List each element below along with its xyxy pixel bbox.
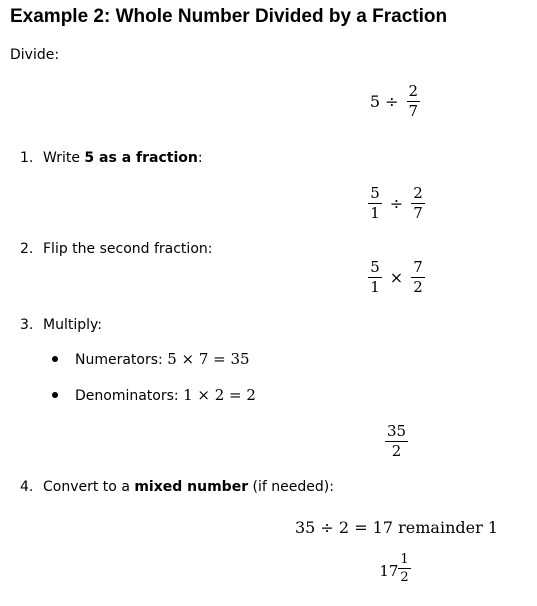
denominator: 2 <box>391 442 402 460</box>
expression-division-remainder: 35 ÷ 2 = 17 remainder 1 <box>294 518 498 537</box>
denominator: 7 <box>413 204 423 222</box>
numerator: 7 <box>413 258 423 276</box>
bullet-dot-icon <box>52 356 58 362</box>
step-text: Write <box>43 150 85 166</box>
bullet-math: 1 × 2 = 2 <box>183 386 256 404</box>
whole-number: 5 <box>369 92 381 111</box>
denominator: 1 <box>370 278 380 296</box>
bullet-dot-icon <box>52 392 58 398</box>
expression-mixed-number <box>0 553 537 584</box>
divide-operator: ÷ <box>389 194 404 213</box>
bullet-label: Numerators: <box>75 352 168 368</box>
numerator: 5 <box>370 258 380 276</box>
fraction <box>407 84 421 119</box>
denominator: 1 <box>370 204 380 222</box>
denominator: 2 <box>400 570 409 585</box>
step-bold-text: mixed number <box>134 479 249 495</box>
step-4 <box>20 479 334 495</box>
numerator: 1 <box>400 552 409 567</box>
whole-number: 17 <box>379 561 399 580</box>
step-bold-text: 5 as a fraction <box>84 150 198 166</box>
step-2 <box>20 241 212 257</box>
fraction-first <box>368 186 382 221</box>
step-text-suffix: (if needed): <box>248 479 334 495</box>
step-text: Flip the second fraction: <box>43 241 213 257</box>
numerator: 2 <box>413 184 423 202</box>
expression-fraction-divide <box>0 186 537 221</box>
expression-fraction-multiply <box>0 260 537 295</box>
expression-divide <box>0 84 537 119</box>
fraction <box>398 553 410 584</box>
page-title: Example 2: Whole Number Divided by a Fraction <box>10 6 448 27</box>
bullet-numerators <box>52 350 250 368</box>
fraction-first <box>368 260 382 295</box>
numerator: 35 <box>386 422 407 440</box>
step-3 <box>20 317 102 333</box>
fraction-second <box>411 186 425 221</box>
divide-operator: ÷ <box>385 92 399 111</box>
intro-text: Divide: <box>10 47 60 63</box>
step-number: 4. <box>20 479 34 495</box>
step-number: 2. <box>20 241 34 257</box>
step-text-suffix: : <box>197 150 203 166</box>
bullet-denominators <box>52 386 256 404</box>
step-text: Convert to a <box>43 479 135 495</box>
denominator: 2 <box>413 278 423 296</box>
expression-result-fraction <box>0 424 537 459</box>
bullet-label: Denominators: <box>75 388 184 404</box>
denominator: 7 <box>408 102 419 120</box>
numerator: 2 <box>408 82 419 100</box>
fraction <box>385 424 408 459</box>
step-number: 1. <box>20 150 34 166</box>
step-1 <box>20 150 203 166</box>
numerator: 5 <box>370 184 380 202</box>
bullet-math: 5 × 7 = 35 <box>167 350 250 368</box>
multiply-operator: × <box>389 268 404 287</box>
step-number: 3. <box>20 317 34 333</box>
fraction-second <box>411 260 425 295</box>
step-text: Multiply: <box>43 317 102 333</box>
